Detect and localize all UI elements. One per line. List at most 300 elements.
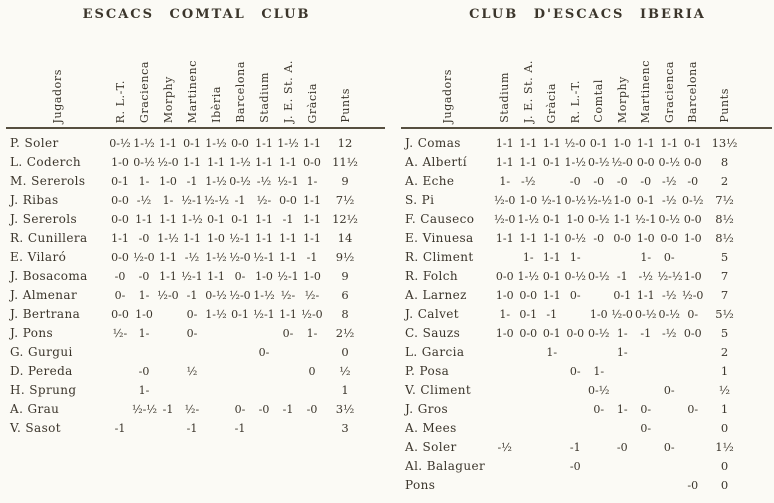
player-name: J. Comas [405,136,461,150]
score-cell: 1-0 [303,270,321,283]
score-cell: 1-1 [255,137,273,150]
score-cell: 1-1 [519,232,538,245]
score-cell: 1-0 [111,156,129,169]
score-cell [587,343,611,362]
score-cell: 0-1 [589,137,608,150]
score-cell: 1- [569,251,581,264]
score-cell: -0 [569,175,581,188]
score-cell [204,419,228,438]
score-cell: -½ [662,175,677,188]
player-name: L. Coderch [10,155,81,169]
score-cell: 0- [687,403,699,416]
player-row [401,362,774,381]
score-cell [517,343,541,362]
score-cell: -0 [114,270,126,283]
score-cell: 1- [616,327,628,340]
score-cell: 1-1 [303,137,321,150]
score-cell: 0-½ [588,156,610,169]
score-cell: -½ [184,251,200,264]
score-cell: 0-½ [588,327,610,340]
opponent-column-header: Martinenc [639,59,653,123]
opponent-column-header: R. L.-T. [113,79,127,123]
score-cell: -0 [687,175,699,188]
score-cell: -0 [138,365,150,378]
score-cell: 0-½ [109,137,131,150]
player-points: 13½ [711,136,738,150]
score-cell [108,400,132,419]
player-points: 3 [341,421,349,435]
score-cell: ½-0 [564,137,586,150]
score-cell: 0-½ [564,194,586,207]
score-cell: 0- [593,403,605,416]
player-name: J. Pons [10,326,54,340]
score-cell: 1-½ [181,213,203,226]
opponent-column-header: Gràcia [545,82,559,123]
score-cell [634,438,658,457]
player-name: Pons [405,478,436,492]
score-cell [252,324,276,343]
score-cell: 1-0 [255,270,273,283]
score-cell: ½-½ [587,194,613,207]
score-cell: ½-1 [253,308,275,321]
score-cell: 0-0 [111,308,129,321]
score-cell [540,400,564,419]
header-rule [401,127,772,129]
player-points: 1 [720,402,729,416]
player-points: 7 [720,269,729,283]
player-points: ½ [339,364,351,378]
score-cell [517,457,541,476]
score-cell: -1 [569,441,581,454]
score-cell: -1 [162,403,174,416]
score-cell: 0-0 [683,156,702,169]
player-row [401,419,774,438]
score-cell: ½-1 [541,194,563,207]
score-cell [300,343,324,362]
opponent-column-header: Martinenc [185,59,199,123]
score-cell: ½- [304,289,320,302]
score-cell: ½-½ [204,194,230,207]
score-cell: 0- [663,251,675,264]
score-cell: 0-½ [658,156,680,169]
score-cell: 0-½ [133,156,155,169]
club-crosstable [0,0,387,495]
player-row [401,343,774,362]
player-points: 1 [720,364,729,378]
score-cell [634,362,658,381]
score-cell: 0- [186,327,198,340]
score-cell: 0-0 [636,156,655,169]
score-cell: 0- [663,384,675,397]
player-points: 8½ [715,212,734,226]
score-cell: 0- [114,289,126,302]
score-cell: -0 [138,232,150,245]
player-points: 7½ [335,193,355,207]
score-cell: 1-1 [159,213,177,226]
score-cell [276,381,300,400]
club-crosstable [387,0,774,495]
score-cell [493,457,517,476]
score-cell [564,476,588,495]
player-row [401,267,774,286]
score-cell: -1 [186,289,198,302]
score-cell: -0 [640,175,652,188]
score-cell [658,343,682,362]
score-cell [156,343,180,362]
player-row [6,381,387,400]
score-cell [132,343,156,362]
player-row [6,400,387,419]
score-cell: 0- [640,422,652,435]
player-name: J. Almenar [10,288,78,302]
score-cell [540,419,564,438]
player-name: A. Soler [405,440,457,454]
opponent-column-header: Comtal [592,79,606,123]
score-cell: -1 [282,213,294,226]
score-cell [108,381,132,400]
player-name: R. Climent [405,250,474,264]
score-cell: 1- [640,251,652,264]
column-headers [6,25,387,125]
score-cell: 1-1 [636,289,655,302]
score-cell: 1- [546,346,558,359]
table-body [6,134,387,438]
score-cell: -1 [640,327,652,340]
player-name: V. Climent [405,383,472,397]
player-name: A. Mees [405,421,457,435]
score-cell: -½ [497,441,512,454]
score-cell: 1-1 [303,232,321,245]
score-cell: 1-1 [303,194,321,207]
score-cell: 0-½ [658,308,680,321]
player-name: R. Folch [405,269,459,283]
score-cell: ½-½ [132,403,158,416]
score-cell [681,457,705,476]
score-cell [228,381,252,400]
score-cell: 1-0 [613,194,632,207]
player-name: J. Bertrana [10,307,81,321]
score-cell: 1-½ [157,232,179,245]
opponent-column-header: Gràcia [305,82,319,123]
score-cell: -1 [546,308,558,321]
score-cell [517,476,541,495]
score-cell [540,457,564,476]
score-cell [540,438,564,457]
score-cell: 0-1 [111,175,129,188]
score-cell: 1-1 [159,251,177,264]
score-cell [681,438,705,457]
score-cell: 0-0 [683,327,702,340]
opponent-column-header: Ibèria [209,86,223,123]
score-cell: 0-1 [207,213,225,226]
player-points: 12½ [332,212,358,226]
player-points: 3½ [335,402,355,416]
score-cell: -1 [234,422,246,435]
player-points: 5½ [715,307,734,321]
score-cell: 1- [138,175,150,188]
score-cell: 1-1 [495,156,514,169]
player-points: 8 [720,155,729,169]
score-cell [204,343,228,362]
score-cell [156,419,180,438]
score-cell: 0-0 [519,327,538,340]
score-cell: 1-1 [279,156,297,169]
score-cell: -0 [306,403,318,416]
score-cell: 0-0 [566,327,585,340]
player-points: 2 [720,174,729,188]
score-cell [540,362,564,381]
score-cell: 1-½ [564,156,586,169]
score-cell [564,305,588,324]
score-cell: 1-1 [111,232,129,245]
club-title: CLUB D'ESCACS IBERIA [469,7,706,22]
score-cell [276,419,300,438]
score-cell: ½- [256,194,272,207]
player-points: 5 [720,326,729,340]
score-cell: 0-½ [588,270,610,283]
player-name: V. Sasot [10,421,61,435]
score-cell [228,343,252,362]
player-row [401,172,774,191]
score-cell: 1-1 [660,137,679,150]
score-cell: -½ [662,327,677,340]
score-cell: 1-0 [495,327,514,340]
score-cell: 0-1 [542,270,561,283]
player-points: 1 [341,383,349,397]
score-cell: 1-0 [159,175,177,188]
player-name: R. Cunillera [10,231,88,245]
score-cell: ½- [184,403,200,416]
score-cell: 0-0 [111,213,129,226]
opponent-column-header: J. E. St. A. [521,59,535,123]
score-cell: 1-1 [542,137,561,150]
player-row [6,324,387,343]
score-cell [681,419,705,438]
player-name: J. Gros [405,402,449,416]
player-row [6,153,387,172]
player-points: 7 [720,288,729,302]
score-cell: -½ [662,289,677,302]
player-points: 0 [341,345,349,359]
player-row [6,305,387,324]
score-cell [493,400,517,419]
player-row [401,153,774,172]
score-cell: ½-1 [181,194,203,207]
points-column-header: Punts [718,88,731,123]
score-cell: 0-1 [683,137,702,150]
score-cell [204,362,228,381]
score-cell [681,381,705,400]
score-cell: 1-1 [135,213,153,226]
score-cell: 0- [186,308,198,321]
score-cell: -1 [186,422,198,435]
score-cell: -½ [662,194,677,207]
player-points: 0 [720,478,729,492]
score-cell: 1-1 [207,270,225,283]
opponent-column-header: Morphy [161,75,175,123]
opponent-column-header: Morphy [615,75,629,123]
score-cell [564,419,588,438]
score-cell: ½-1 [635,213,657,226]
score-cell: 0-0 [111,251,129,264]
score-cell: 0- [640,403,652,416]
opponent-column-header: Stadium [257,72,271,123]
score-cell: -½ [638,270,653,283]
player-points: 14 [337,231,353,245]
score-cell: 0-0 [303,156,321,169]
player-row [401,457,774,476]
player-row [401,381,774,400]
score-cell: ½-0 [229,251,251,264]
score-cell: 0-1 [542,213,561,226]
score-cell: 1- [306,175,318,188]
player-row [401,248,774,267]
score-cell: 1- [499,175,511,188]
player-points: 9 [341,174,349,188]
score-cell: ½-0 [611,308,633,321]
score-cell: ½ [186,365,198,378]
score-cell [228,324,252,343]
score-cell [517,438,541,457]
score-cell [276,362,300,381]
player-row [401,229,774,248]
score-cell [540,476,564,495]
score-cell [540,172,564,191]
player-row [6,362,387,381]
score-cell [252,419,276,438]
score-cell: 1- [138,327,150,340]
player-points: 0 [720,459,729,473]
score-cell: ½-1 [253,251,275,264]
score-cell [658,400,682,419]
score-cell [587,419,611,438]
score-cell: 1-1 [183,232,201,245]
score-cell: 1-½ [517,213,539,226]
score-cell: ½-1 [229,232,251,245]
score-cell: 1- [138,384,150,397]
score-cell: 0- [663,441,675,454]
score-cell: 0-½ [564,232,586,245]
score-cell: 0-½ [564,270,586,283]
points-column-header: Punts [338,88,352,123]
score-cell: -0 [258,403,270,416]
score-cell: 0-0 [613,232,632,245]
score-cell: 1-½ [205,308,227,321]
score-cell: ½-½ [657,270,683,283]
score-cell: 0-0 [495,270,514,283]
player-row [6,419,387,438]
score-cell: 1-0 [566,213,585,226]
score-cell: -0 [616,441,628,454]
score-cell: 1-1 [495,232,514,245]
score-cell: ½-0 [133,251,155,264]
score-cell: 1-1 [279,308,297,321]
score-cell: -0 [687,479,699,492]
player-name: P. Soler [10,136,59,150]
score-cell: 1-0 [683,232,702,245]
score-cell [252,381,276,400]
score-cell: 1-0 [495,289,514,302]
score-cell [658,476,682,495]
player-row [401,305,774,324]
score-cell [180,343,204,362]
score-cell [204,400,228,419]
score-cell [493,343,517,362]
opponent-column-header: Barcelona [686,61,700,123]
player-points: 1½ [715,440,734,454]
player-row [6,229,387,248]
opponent-column-header: Gracienca [137,61,151,123]
score-cell [300,419,324,438]
score-cell: 1- [499,308,511,321]
score-cell: 1-½ [205,137,227,150]
player-name: S. Pi [405,193,435,207]
score-cell [611,362,635,381]
player-row [401,438,774,457]
score-cell: 0-1 [231,213,249,226]
score-cell: 1-0 [589,308,608,321]
opponent-column-header: Barcelona [233,61,247,123]
score-cell: -½ [136,194,152,207]
players-column-header: Jugadors [440,68,454,123]
score-cell [156,305,180,324]
player-points: 0 [720,421,729,435]
player-row [6,248,387,267]
score-cell: ½-0 [494,213,516,226]
score-cell: -0 [593,232,605,245]
score-cell: 0-1 [542,327,561,340]
score-cell [493,248,517,267]
player-name: L. Garcia [405,345,465,359]
score-cell [587,457,611,476]
opponent-column-header: Gracienca [662,61,676,123]
player-name: A. Larnez [405,288,467,302]
score-cell [611,476,635,495]
score-cell [611,248,635,267]
player-points: 2 [720,345,729,359]
score-cell [156,362,180,381]
score-cell: ½-0 [157,156,179,169]
score-cell: 1-1 [542,232,561,245]
score-cell: ½-0 [229,289,251,302]
score-cell: 1-1 [183,156,201,169]
score-cell [658,419,682,438]
score-cell: 0- [687,308,699,321]
score-cell: 0-1 [613,289,632,302]
score-cell [204,381,228,400]
score-cell [611,419,635,438]
score-cell [634,381,658,400]
player-name: E. Vilaró [10,250,67,264]
score-cell: -0 [138,270,150,283]
score-cell: 1-0 [207,232,225,245]
score-cell: ½-0 [611,156,633,169]
player-row [401,324,774,343]
player-row [6,210,387,229]
player-points: 9 [341,269,349,283]
player-name: M. Sererols [10,174,86,188]
player-name: E. Vinuesa [405,231,474,245]
player-name: J. Calvet [405,307,459,321]
player-name: J. Bosacoma [10,269,88,283]
score-cell [587,248,611,267]
score-cell [493,381,517,400]
score-cell [228,362,252,381]
score-cell: ½-1 [277,270,299,283]
score-cell: 0-1 [519,308,538,321]
score-cell [493,419,517,438]
score-cell [681,362,705,381]
